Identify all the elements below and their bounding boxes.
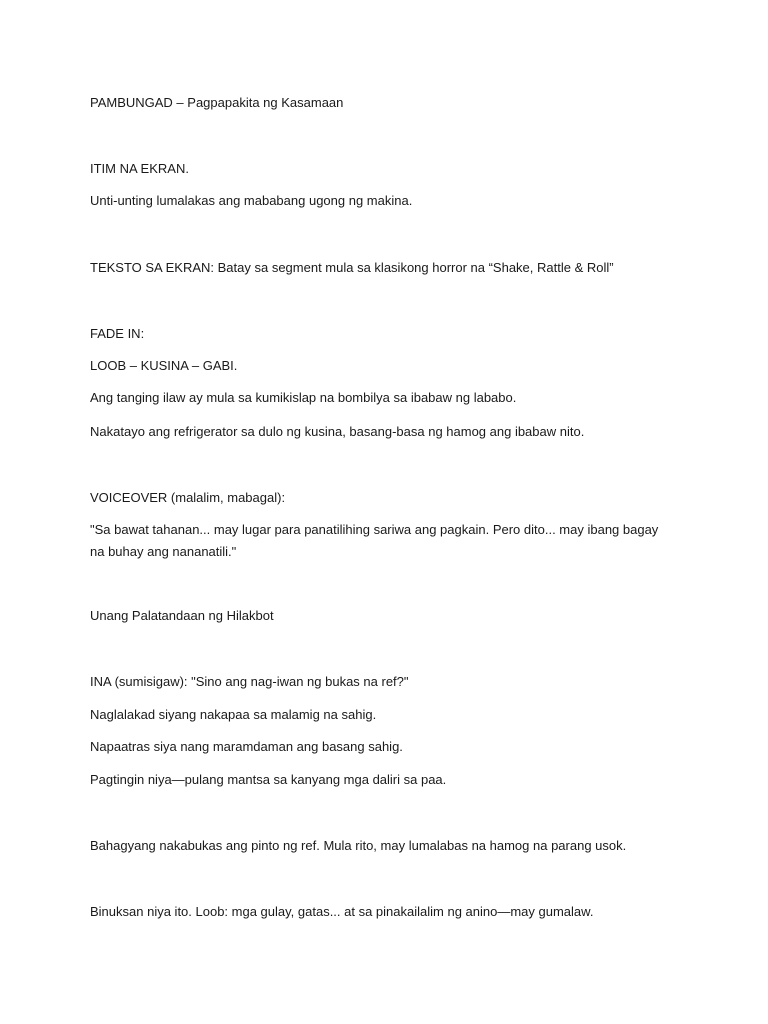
section-heading: PAMBUNGAD – Pagpapakita ng Kasamaan — [90, 95, 344, 110]
script-line: Ang tanging ilaw ay mula sa kumikislap na bombilya sa ibabaw ng lababo. — [90, 390, 517, 405]
section-heading: Unang Palatandaan ng Hilakbot — [90, 608, 274, 623]
script-line: Bahagyang nakabukas ang pinto ng ref. Mula rito, may lumalabas na hamog na parang usok. — [90, 838, 627, 853]
dialogue: INA (sumisigaw): "Sino ang nag-iwan ng bukas na ref?" — [90, 674, 409, 689]
script-line: Pagtingin niya—pulang mantsa sa kanyang mga daliri sa paa. — [90, 772, 447, 787]
dialogue: "Sa bawat tahanan... may lugar para panatilihing sariwa ang pagkain. Pero dito... may ibang bagay na buhay ang nananatili." — [90, 522, 659, 559]
scene-heading: LOOB – KUSINA – GABI. — [90, 358, 238, 373]
script-line: Binuksan niya ito. Loob: mga gulay, gatas... at sa pinakailalim ng anino—may gumalaw. — [90, 904, 594, 919]
script-line: ITIM NA EKRAN. — [90, 161, 189, 176]
character-cue: VOICEOVER (malalim, mabagal): — [90, 490, 286, 505]
script-line: Unti-unting lumalakas ang mababang ugong ng makina. — [90, 193, 413, 208]
script-line: Napaatras siya nang maramdaman ang basang sahig. — [90, 739, 403, 754]
script-line: Nakatayo ang refrigerator sa dulo ng kusina, basang-basa ng hamog ang ibabaw nito. — [90, 424, 585, 439]
script-line: TEKSTO SA EKRAN: Batay sa segment mula sa klasikong horror na “Shake, Rattle & Roll” — [90, 260, 614, 275]
script-line: FADE IN: — [90, 326, 145, 341]
script-line: Naglalakad siyang nakapaa sa malamig na sahig. — [90, 707, 377, 722]
